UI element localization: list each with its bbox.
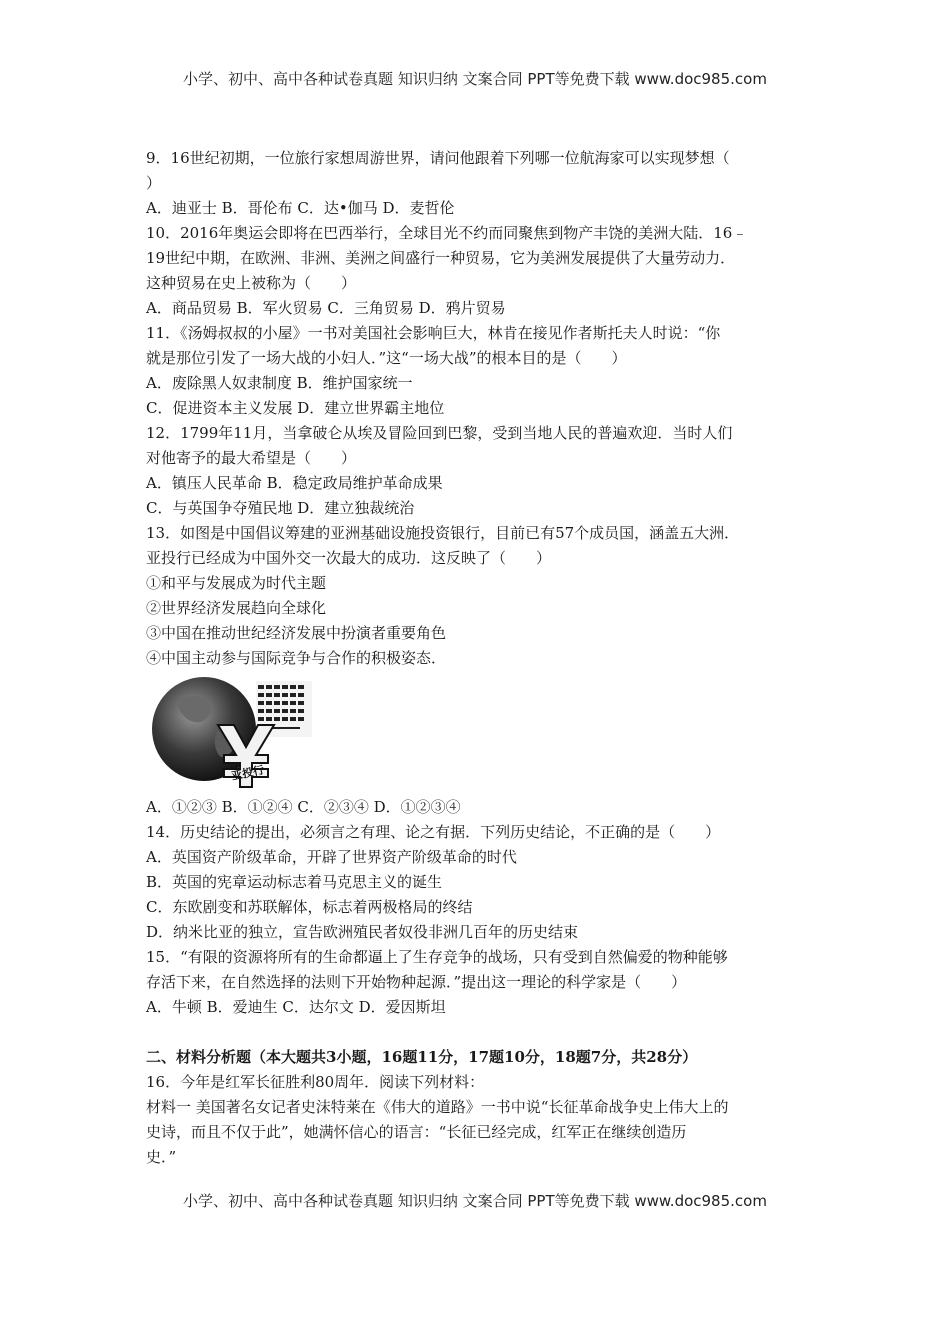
q15-stem-line2: 存活下来，在自然选择的法则下开始物种起源．”提出这一理论的科学家是（ ） (146, 973, 687, 991)
q14-option-a: A．英国资产阶级革命，开辟了世界资产阶级革命的时代 (146, 848, 517, 866)
q12-options-line1: A．镇压人民革命 B．稳定政局维护革命成果 (146, 474, 443, 492)
q16-material1-line3: 史．” (146, 1148, 177, 1166)
q16-stem: 16．今年是红军长征胜利80周年．阅读下列材料： (146, 1073, 485, 1091)
q11-options-line1: A．废除黑人奴隶制度 B．维护国家统一 (146, 374, 413, 392)
q13-item1: ①和平与发展成为时代主题 (146, 574, 327, 592)
exam-content (146, 146, 816, 1170)
q10-options: A．商品贸易 B．军火贸易 C．三角贸易 D．鸦片贸易 (146, 299, 506, 317)
page-header: 小学、初中、高中各种试卷真题 知识归纳 文案合同 PPT等免费下载 www.doc985.com (183, 70, 767, 88)
spacer (146, 1020, 816, 1045)
q10-stem-line2: 19世纪中期，在欧洲、非洲、美洲之间盛行一种贸易，它为美洲发展提供了大量劳动力． (146, 249, 736, 267)
q16-material1-line2: 史诗，而且不仅于此”，她满怀信心的语言：“长征已经完成，红军正在继续创造历 (146, 1123, 687, 1141)
q9-stem-line2: ） (146, 174, 162, 192)
q16-material1-line1: 材料一 美国著名女记者史沫特莱在《伟大的道路》一书中说“长征革命战争史上伟大上的 (146, 1098, 729, 1116)
q15-stem-line1: 15．“有限的资源将所有的生命都逼上了生存竞争的战场，只有受到自然偏爱的物种能够 (146, 948, 728, 966)
q13-item3: ③中国在推动世纪经济发展中扮演者重要角色 (146, 624, 447, 642)
aiib-label: 亚投行 (230, 763, 266, 783)
q13-stem-line1: 13．如图是中国倡议筹建的亚洲基础设施投资银行，目前已有57个成员国，涵盖五大洲． (146, 524, 740, 542)
q11-stem-line1: 11．《汤姆叔叔的小屋》一书对美国社会影响巨大，林肯在接见作者斯托夫人时说：“你 (146, 324, 721, 342)
q12-stem-line2: 对他寄予的最大希望是（ ） (146, 449, 357, 467)
q13-item2: ②世界经济发展趋向全球化 (146, 599, 327, 617)
q12-stem-line1: 12．1799年11月，当拿破仑从埃及冒险回到巴黎，受到当地人民的普遍欢迎．当时人们 (146, 424, 733, 442)
q10-stem-line3: 这种贸易在史上被称为（ ） (146, 274, 357, 292)
q14-option-b: B．英国的宪章运动标志着马克思主义的诞生 (146, 873, 443, 891)
aiib-figure (146, 677, 316, 789)
q14-option-c: C．东欧剧变和苏联解体，标志着两极格局的终结 (146, 898, 473, 916)
page-footer: 小学、初中、高中各种试卷真题 知识归纳 文案合同 PPT等免费下载 www.doc985.com (183, 1192, 767, 1210)
aiib-globe-yen-image (146, 677, 316, 789)
q9-stem-line1: 9．16世纪初期，一位旅行家想周游世界，请问他跟着下列哪一位航海家可以实现梦想（ (146, 149, 730, 167)
section2-title: 二、材料分析题（本大题共3小题，16题11分，17题10分，18题7分，共28分） (146, 1048, 698, 1066)
q14-stem: 14．历史结论的提出，必须言之有理、论之有据．下列历史结论，不正确的是（ ） (146, 823, 721, 841)
q13-item4: ④中国主动参与国际竞争与合作的积极姿态． (146, 649, 447, 667)
q12-options-line2: C．与英国争夺殖民地 D．建立独裁统治 (146, 499, 415, 517)
q13-stem-line2: 亚投行已经成为中国外交一次最大的成功．这反映了（ ） (146, 549, 552, 567)
q13-options: A．①②③ B．①②④ C．②③④ D．①②③④ (146, 798, 461, 816)
q11-stem-line2: 就是那位引发了一场大战的小妇人．”这“一场大战”的根本目的是（ ） (146, 349, 627, 367)
q14-option-d: D．纳米比亚的独立，宣告欧洲殖民者奴役非洲几百年的历史结束 (146, 923, 579, 941)
q9-options: A．迪亚士 B．哥伦布 C．达•伽马 D．麦哲伦 (146, 199, 455, 217)
q10-stem-line1: 10．2016年奥运会即将在巴西举行，全球目光不约而同聚焦到物产丰饶的美洲大陆．16﹣ (146, 224, 748, 242)
q15-options: A．牛顿 B．爱迪生 C．达尔文 D．爱因斯坦 (146, 998, 446, 1016)
q11-options-line2: C．促进资本主义发展 D．建立世界霸主地位 (146, 399, 445, 417)
